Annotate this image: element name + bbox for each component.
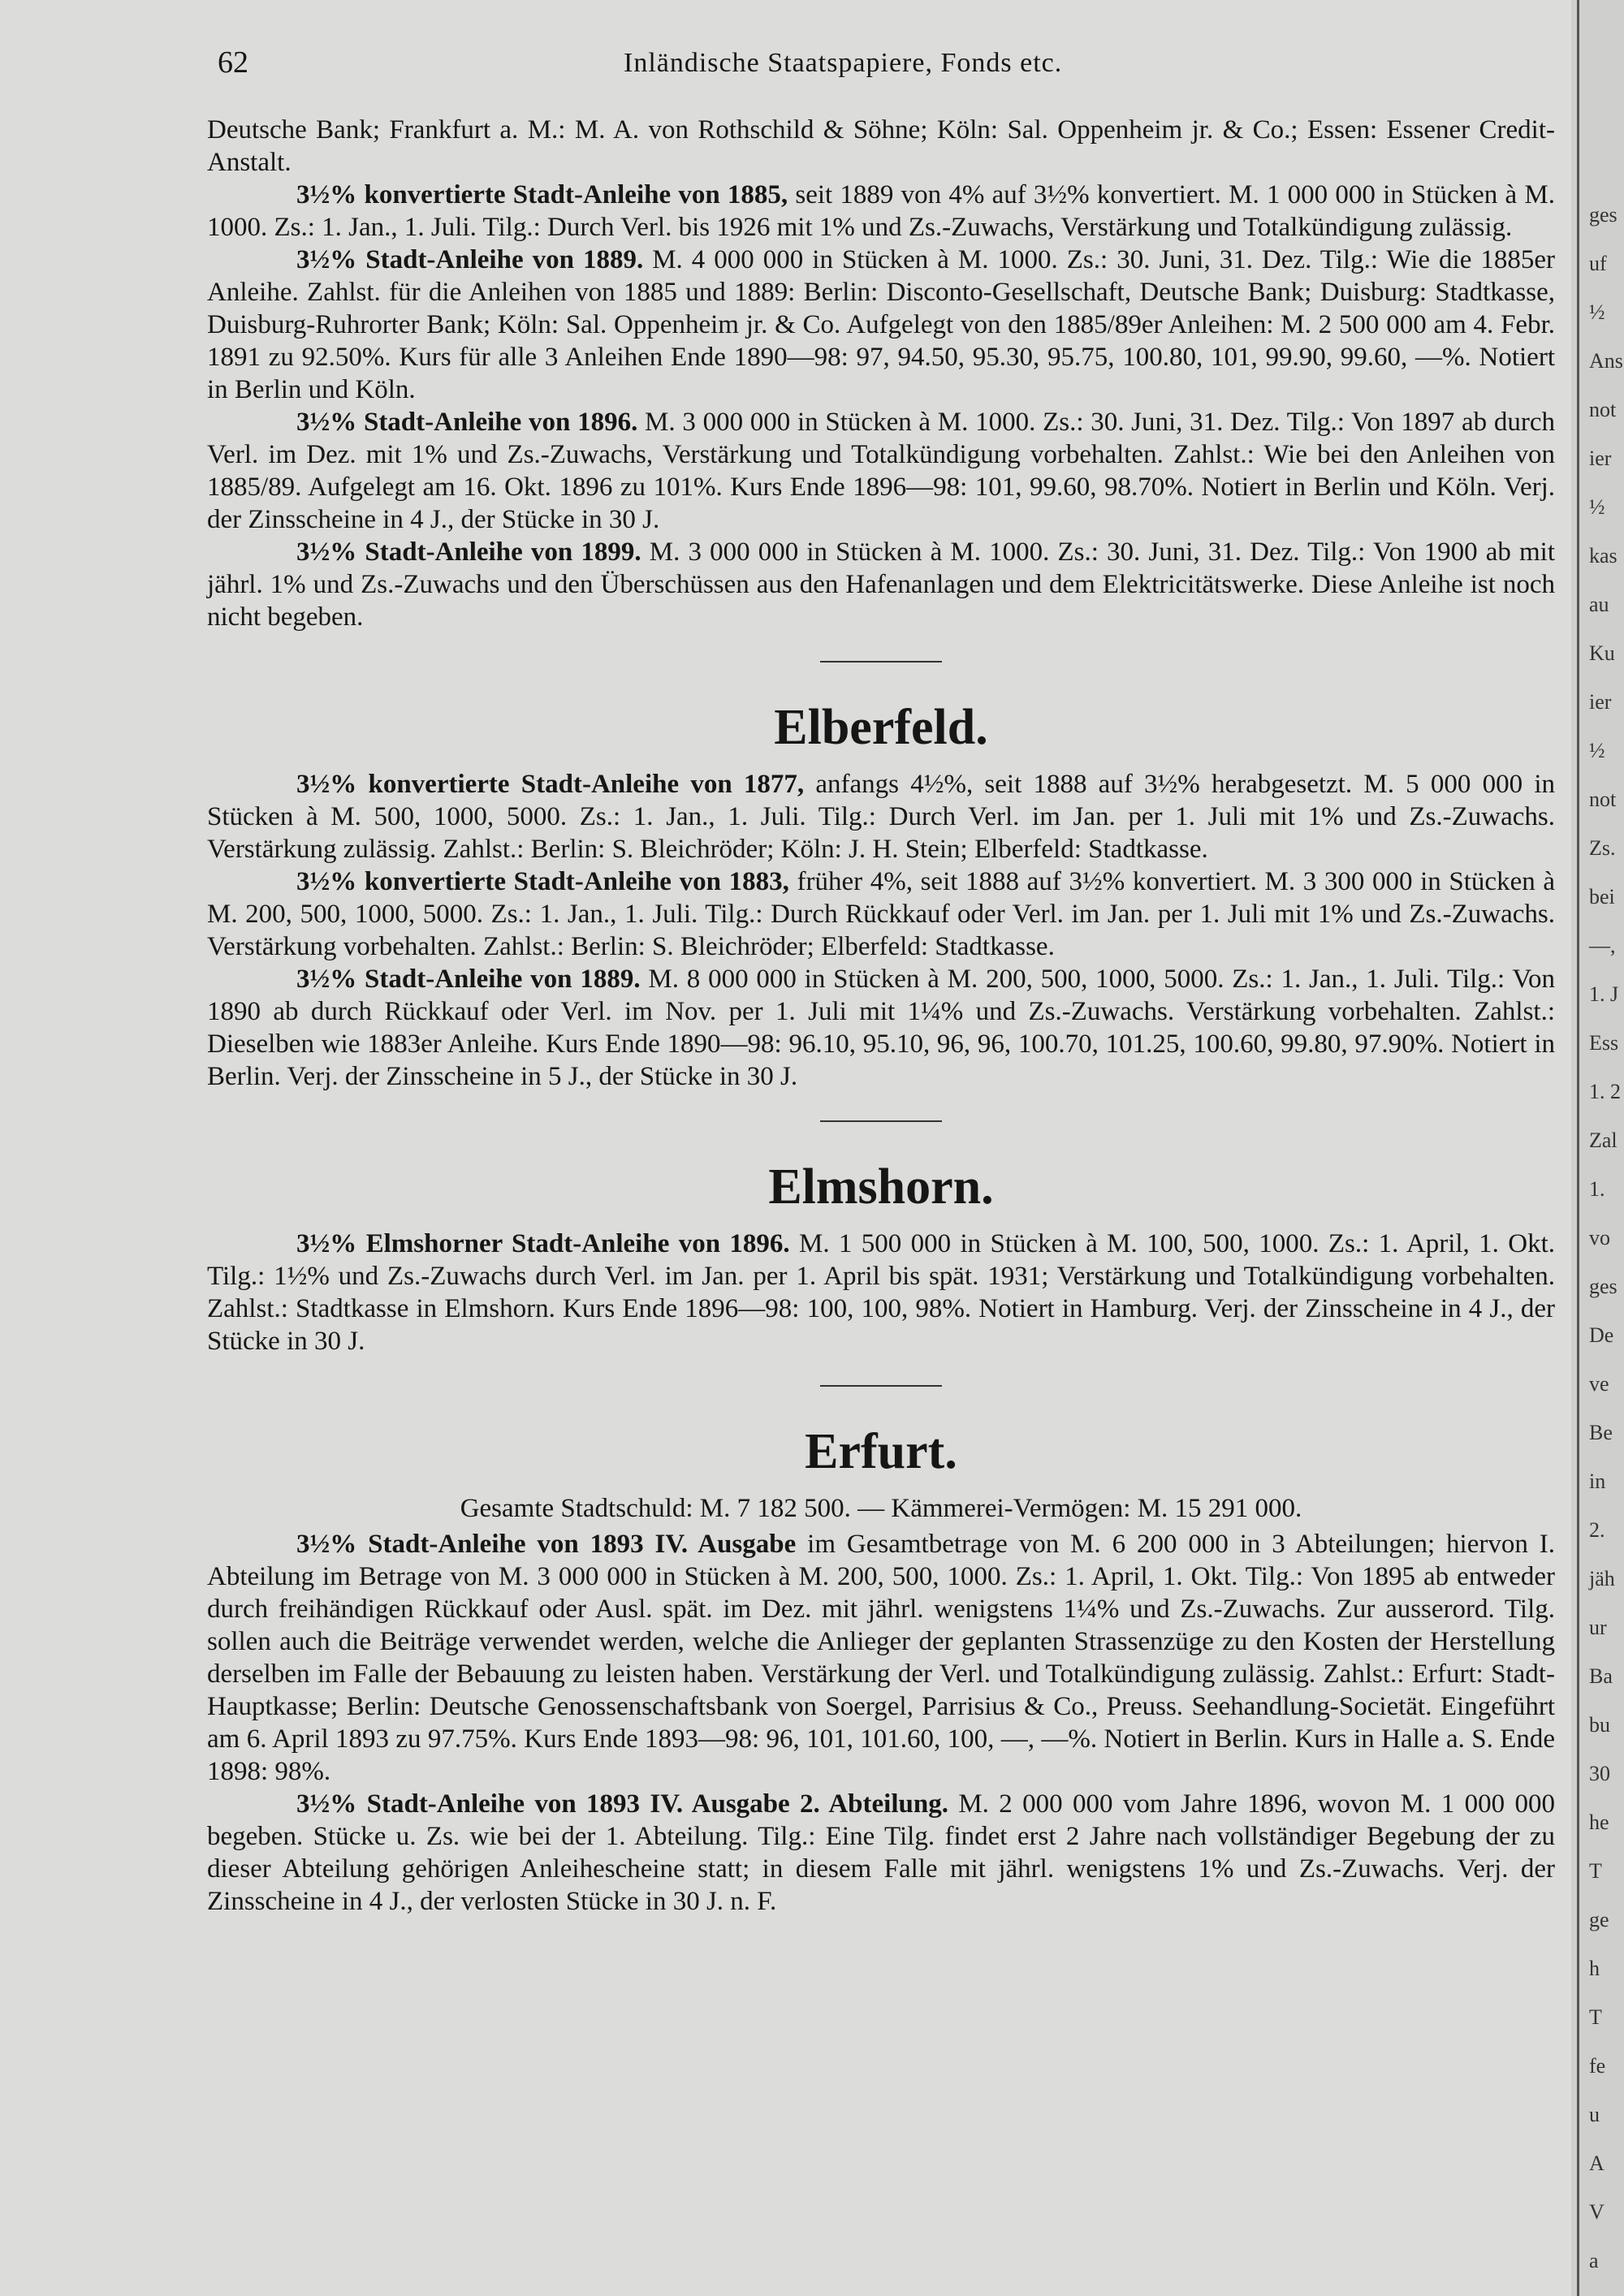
edge-text-fragment: u xyxy=(1589,2103,1600,2126)
edge-text-fragment: h xyxy=(1589,1957,1600,1980)
edge-text-fragment: ier xyxy=(1589,690,1612,714)
loan-entry xyxy=(207,1228,1555,1357)
loan-entry xyxy=(207,865,1555,963)
loan-entry xyxy=(207,536,1555,633)
loan-details: M. 8 000 000 in Stücken à M. 200, 500, 1000, 5000. Zs.: 1. Jan., 1. Juli. Tilg.: Von 1890 ab durch Rückkauf oder Verl. im Nov. per 1. Juli mit 1¼% und Zs.-Zuwachs. Verstärkung vorbehalten. Zahlst.: Dieselben wie 1883er Anleihe. Kurs Ende 1890—98: 96.10, 95.10, 96, 96, 100.70, 101.25, 100.60, 99.80, 97.90%. Notiert in Berlin. Verj. der Zinsscheine in 5 J., der Stücke in 30 J. xyxy=(207,965,1555,1091)
loan-details: M. 2 000 000 vom Jahre 1896, wovon M. 1 000 000 begeben. Stücke u. Zs. wie bei der 1. Abteilung. Tilg.: Eine Tilg. findet erst 2 Jahre nach vollständiger Begebung der zu dieser Abteilung gehörigen Anleihescheine statt; in diesem Falle mit jährl. wenigstens 1% und Zs.-Zuwachs. Verj. der Zinsscheine in 4 J., der verlosten Stücke in 30 J. n. F. xyxy=(207,1789,1555,1916)
edge-text-fragment: kas xyxy=(1589,544,1618,568)
loan-title: 3½% Elmshorner Stadt-Anleihe von 1896. xyxy=(296,1229,790,1258)
edge-text-fragment: ½ xyxy=(1589,495,1605,519)
loan-title: 3½% Stadt-Anleihe von 1899. xyxy=(296,537,641,567)
section-title: Elmshorn. xyxy=(768,1159,994,1215)
page-number: 62 xyxy=(218,45,248,80)
loan-title: 3½% konvertierte Stadt-Anleihe von 1885, xyxy=(296,180,788,209)
edge-text-fragment: vo xyxy=(1589,1226,1610,1249)
loan-title: 3½% konvertierte Stadt-Anleihe von 1883, xyxy=(296,867,789,896)
edge-text-fragment: Ess xyxy=(1589,1031,1619,1055)
edge-text-fragment: jäh xyxy=(1589,1567,1615,1590)
document-body xyxy=(207,114,1555,1918)
loan-title: 3½% Stadt-Anleihe von 1893 IV. Ausgabe xyxy=(296,1530,797,1559)
loan-entry xyxy=(207,244,1555,406)
edge-text-fragment: —, xyxy=(1589,934,1616,957)
loan-title: 3½% Stadt-Anleihe von 1893 IV. Ausgabe 2. Abteilung. xyxy=(296,1789,948,1819)
edge-text-fragment: bu xyxy=(1589,1713,1610,1737)
edge-text-fragment: 1. J xyxy=(1589,982,1619,1006)
loan-entry xyxy=(207,406,1555,536)
edge-text-fragment: A xyxy=(1589,2151,1605,2175)
section-title: Elberfeld. xyxy=(774,700,988,755)
edge-text-fragment: ges xyxy=(1589,203,1618,227)
edge-text-fragment: not xyxy=(1589,398,1617,421)
edge-text-fragment: not xyxy=(1589,788,1617,811)
loan-title: 3½% konvertierte Stadt-Anleihe von 1877, xyxy=(296,770,805,799)
edge-text-fragment: T xyxy=(1589,1859,1602,1883)
loan-entry xyxy=(207,179,1555,244)
edge-text-fragment: De xyxy=(1589,1323,1614,1347)
edge-text-fragment: au xyxy=(1589,593,1609,616)
loan-title: 3½% Stadt-Anleihe von 1889. xyxy=(296,965,641,994)
edge-text-fragment: uf xyxy=(1589,252,1607,275)
edge-text-fragment: a xyxy=(1589,2249,1599,2272)
loan-entry xyxy=(207,768,1555,865)
loan-entry xyxy=(207,963,1555,1093)
edge-text-fragment: 30 xyxy=(1589,1762,1610,1785)
running-header xyxy=(218,45,1566,93)
edge-text-fragment: Zal xyxy=(1589,1129,1618,1152)
edge-text-fragment: Ku xyxy=(1589,641,1615,665)
edge-text-fragment: Be xyxy=(1589,1421,1613,1444)
running-title: Inländische Staatspapiere, Fonds etc. xyxy=(624,48,1063,78)
intro-paragraph: Deutsche Bank; Frankfurt a. M.: M. A. von Rothschild & Söhne; Köln: Sal. Oppenheim jr. & Co.; Essen: Essener Credit-Anstalt. xyxy=(207,115,1555,177)
edge-text-fragment: bei xyxy=(1589,885,1615,908)
edge-text-fragment: T xyxy=(1589,2005,1602,2029)
loan-entry xyxy=(207,1528,1555,1788)
edge-text-fragment: ier xyxy=(1589,447,1612,470)
edge-text-fragment: Ba xyxy=(1589,1664,1613,1688)
edge-text-fragment: ve xyxy=(1589,1372,1609,1396)
edge-text-fragment: ge xyxy=(1589,1908,1609,1931)
edge-text-fragment: V xyxy=(1589,2200,1605,2224)
edge-text-fragment: ½ xyxy=(1589,300,1605,324)
edge-text-fragment: 1. 2 xyxy=(1589,1080,1621,1103)
edge-text-fragment: Zs. xyxy=(1589,836,1616,860)
section-divider xyxy=(820,1120,942,1122)
loan-details: seit 1889 von 4% auf 3½% konvertiert. M. 1 000 000 in Stücken à M. 1000. Zs.: 1. Jan., 1. Juli. Tilg.: Durch Verl. bis 1926 mit 1% und Zs.-Zuwachs, Verstärkung und Totalkündigung zulässig. xyxy=(207,180,1555,242)
edge-text-fragment: he xyxy=(1589,1810,1609,1834)
loan-title: 3½% Stadt-Anleihe von 1896. xyxy=(296,408,638,437)
loan-details: M. 1 500 000 in Stücken à M. 100, 500, 1000. Zs.: 1. April, 1. Okt. Tilg.: 1½% und Zs.-Zuwachs durch Verl. im Jan. per 1. April bis spät. 1931; Verstärkung und Totalkündigung vorbehalten. Zahlst.: Stadtkasse in Elmshorn. Kurs Ende 1896—98: 100, 100, 98%. Notiert in Hamburg. Verj. der Zinsscheine in 4 J., der Stücke in 30 J. xyxy=(207,1229,1555,1356)
loan-details: M. 3 000 000 in Stücken à M. 1000. Zs.: 30. Juni, 31. Dez. Tilg.: Von 1900 ab mit jährl. 1% und Zs.-Zuwachs und den Überschüssen aus den Hafenanlagen und dem Elektricitätswerke. Diese Anleihe ist noch nicht begeben. xyxy=(207,537,1555,632)
edge-text-fragment: 1. xyxy=(1589,1177,1605,1201)
loan-details: früher 4%, seit 1888 auf 3½% konvertiert. M. 3 300 000 in Stücken à M. 200, 500, 1000, 5000. Zs.: 1. Jan., 1. Juli. Tilg.: Durch Rückkauf oder Verl. im Jan. per 1. Juli mit 1% und Zs.-Zuwachs. Verstärkung vorbehalten. Zahlst.: Berlin: S. Bleichröder; Elberfeld: Stadtkasse. xyxy=(207,867,1555,961)
page-gutter-line xyxy=(1577,0,1579,2296)
section-divider xyxy=(820,1385,942,1387)
edge-text-fragment: ½ xyxy=(1589,739,1605,762)
section-divider xyxy=(820,661,942,662)
loan-entry xyxy=(207,1788,1555,1918)
loan-details: anfangs 4½%, seit 1888 auf 3½% herabgesetzt. M. 5 000 000 in Stücken à M. 500, 1000, 5000. Zs.: 1. Jan., 1. Juli. Tilg.: Durch Verl. im Jan. per 1. Juli mit 1% und Zs.-Zuwachs. Verstärkung zulässig. Zahlst.: Berlin: S. Bleichröder; Köln: J. H. Stein; Elberfeld: Stadtkasse. xyxy=(207,770,1555,864)
loan-details: M. 4 000 000 in Stücken à M. 1000. Zs.: 30. Juni, 31. Dez. Tilg.: Wie die 1885er Anleihe. Zahlst. für die Anleihen von 1885 und 1889: Berlin: Disconto-Gesellschaft, Deutsche Bank; Duisburg: Stadtkasse, Duisburg-Ruhrorter Bank; Köln: Sal. Oppenheim jr. & Co. Aufgelegt von den 1885/89er Anleihen: M. 2 500 000 am 4. Febr. 1891 zu 92.50%. Kurs für alle 3 Anleihen Ende 1890—98: 97, 94.50, 95.30, 95.75, 100.80, 101, 99.90, 99.60, —%. Notiert in Berlin und Köln. xyxy=(207,245,1555,404)
loan-title: 3½% Stadt-Anleihe von 1889. xyxy=(296,245,644,274)
edge-text-fragment: fe xyxy=(1589,2054,1606,2078)
edge-text-fragment: 2. xyxy=(1589,1518,1605,1542)
loan-details: im Gesamtbetrage von M. 6 200 000 in 3 Abteilungen; hiervon I. Abteilung im Betrage von M. 3 000 000 in Stücken à M. 200, 500, 1000. Zs.: 1. April, 1. Okt. Tilg.: Von 1895 ab entweder durch freihändigen Rückkauf oder Ausl. spät. im Dez. mit jährl. wenigstens 1¼% und Zs.-Zuwachs. Zur ausserord. Tilg. sollen auch die Beiträge verwendet werden, welche die Anlieger der geplanten Strassenzüge zu den Kosten der Herstellung derselben im Falle der Bebauung zu leisten haben. Verstärkung der Verl. und Totalkündigung zulässig. Zahlst.: Erfurt: Stadt-Hauptkasse; Berlin: Deutsche Genossenschaftsbank von Soergel, Parrisius & Co., Preuss. Seehandlung-Societät. Eingeführt am 6. April 1893 zu 97.75%. Kurs Ende 1893—98: 96, 101, 101.60, 100, —, —%. Notiert in Berlin. Kurs in Halle a. S. Ende 1898: 98%. xyxy=(207,1530,1555,1786)
edge-text-fragment: Ans xyxy=(1589,349,1623,373)
section-title: Erfurt. xyxy=(805,1424,957,1479)
edge-text-fragment: in xyxy=(1589,1470,1606,1493)
edge-text-fragment: ges xyxy=(1589,1275,1618,1298)
city-debt-summary: Gesamte Stadtschuld: M. 7 182 500. — Kämmerei-Vermögen: M. 15 291 000. xyxy=(460,1494,1302,1523)
loan-details: M. 3 000 000 in Stücken à M. 1000. Zs.: 30. Juni, 31. Dez. Tilg.: Von 1897 ab durch Verl. im Dez. mit 1% und Zs.-Zuwachs, Verstärkung und Totalkündigung vorbehalten. Zahlst.: Wie bei den Anleihen von 1885/89. Aufgelegt am 16. Okt. 1896 zu 101%. Kurs Ende 1896—98: 101, 99.60, 98.70%. Notiert in Berlin und Köln. Verj. der Zinsscheine in 4 J., der Stücke in 30 J. xyxy=(207,408,1555,534)
edge-text-fragment: ur xyxy=(1589,1616,1607,1639)
